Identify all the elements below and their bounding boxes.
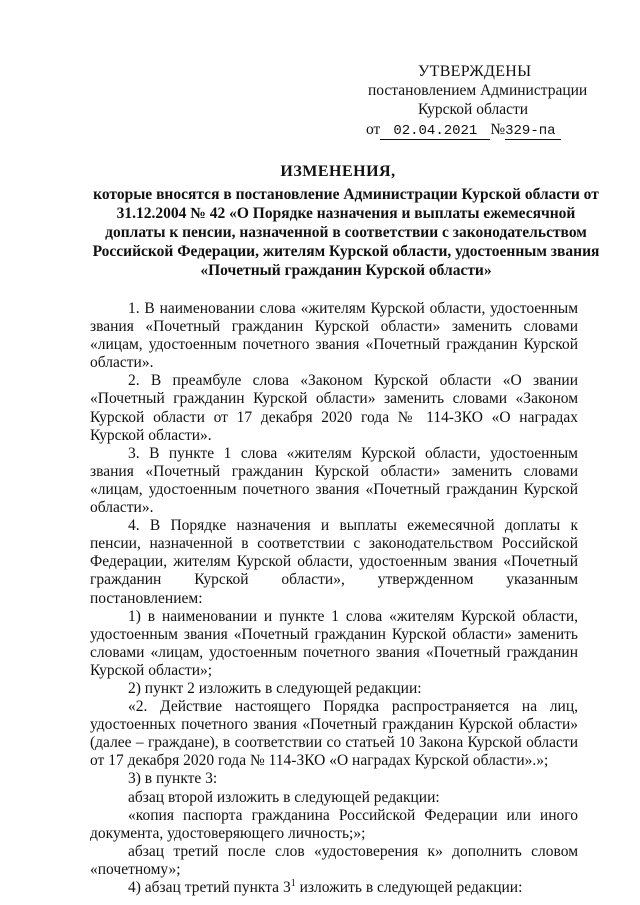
heading-title: ИЗМЕНЕНИЯ, — [280, 163, 396, 180]
heading-subtitle: которые вносятся в постановление Администрации Курской области от 31.12.2004 № 42 «О Порядке назначения и выплаты ежемесячной доплаты к пенсии, назначенной в соответствии с законодательством Российской Федерации, жителям Курской области, удостоенным звания «Почетный гражданин Курской области» — [92, 186, 600, 279]
paragraph-4: 4. В Порядке назначения и выплаты ежемесячной доплаты к пенсии, назначенной в соответствии с законодательством Российской Федерации, жителям Курской области, удостоенным звания «Почетный гражданин Курской области», утвержденном указанным постановлением: — [90, 517, 578, 607]
paragraph-12-tail: изложить в следующей редакции: — [295, 879, 523, 896]
paragraph-9: абзац второй изложить в следующей редакции: — [128, 788, 440, 806]
document-body — [90, 300, 578, 897]
paragraph-6: 2) пункт 2 изложить в следующей редакции: — [128, 679, 422, 697]
paragraph-1: 1. В наименовании слова «жителям Курской области, удостоенным звания «Почетный гражданин Курской области» заменить словами «лицам, удостоенным почетного звания «Почетный гражданин Курской области». — [90, 300, 578, 372]
approval-line-1: постановлением Администрации — [368, 82, 588, 99]
from-label: от — [366, 121, 381, 138]
approval-block — [366, 62, 606, 140]
paragraph-2: 2. В преамбуле слова «Законом Курской области «О звании «Почетный гражданин Курской области» заменить словами «Законом Курской области от 17 декабря 2020 года № 114-ЗКО «О наградах Курской области». — [90, 372, 578, 444]
paragraph-3: 3. В пункте 1 слова «жителям Курской области, удостоенным звания «Почетный гражданин Курской области» заменить словами «лицам, удостоенным почетного звания «Почетный гражданин Курской области». — [90, 444, 578, 517]
paragraph-12 — [90, 879, 578, 897]
approval-number: 329-па — [505, 123, 561, 140]
approval-line-2: Курской области — [418, 101, 529, 118]
approval-date: 02.04.2021 — [380, 123, 490, 140]
paragraph-7: «2. Действие настоящего Порядка распространяется на лиц, удостоенных почетного звания «Почетный гражданин Курской области» (далее – граждане), в соответствии со статьей 10 Закона Курской области от 17 декабря 2020 года № 114-ЗКО «О наградах Курской области».»; — [90, 698, 578, 770]
paragraph-10: «копия паспорта гражданина Российской Федерации или иного документа, удостоверяющего личность;»; — [90, 806, 578, 842]
document-heading — [86, 162, 606, 280]
approval-date-row — [366, 120, 606, 140]
paragraph-8: 3) в пункте 3: — [128, 770, 218, 788]
paragraph-12-text: 4) абзац третий пункта 3 — [128, 879, 291, 896]
approval-title: УТВЕРЖДЕНЫ — [418, 63, 532, 80]
paragraph-5: 1) в наименовании и пункте 1 слова «жителям Курской области, удостоенным звания «Почетный гражданин Курской области» заменить словами «лицам, удостоенным почетного звания «Почетный гражданин Курской области»; — [90, 607, 578, 679]
number-label: № — [490, 121, 506, 138]
superscript: 1 — [290, 877, 296, 889]
paragraph-11: абзац третий после слов «удостоверения к» дополнить словом «почетному»; — [90, 842, 578, 878]
